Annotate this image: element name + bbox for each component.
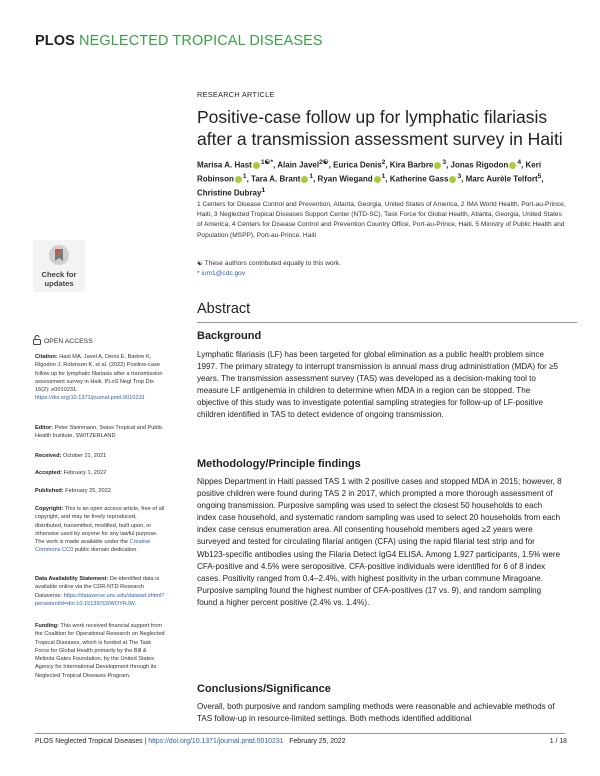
author-name[interactable]: , Alain Javel [273, 160, 320, 170]
background-text: Lymphatic filariasis (LF) has been targeted for global elimination as a public health problem since 1997. The primary strategy to interrupt transmission is annual mass drug administration (MDA) for ≥5 years. The transmission assessment survey (TAS) was developed as a decision-making tool to measure LF antigenemia in children to determine when MDA in a region can be stopped. The objective of this study was to investigate potential sampling strategies for follow-up of LF-positive children identified in TAS to detect evidence of ongoing transmission. [197, 350, 559, 420]
bookmark-icon [48, 244, 70, 266]
abstract-divider [197, 322, 577, 323]
author-name[interactable]: , Ryan Wiegand [313, 174, 373, 184]
open-lock-icon [33, 335, 41, 345]
check-label-1: Check for [41, 270, 77, 279]
author-sup: 5 [537, 173, 542, 181]
author-sup: 1☯* [260, 159, 274, 166]
orcid-icon[interactable] [301, 176, 308, 183]
background-heading: Background [197, 330, 262, 342]
author-sup: 1 [261, 187, 266, 195]
affiliations: 1 Centers for Disease Control and Prevention, Atlanta, Georgia, United States of America, 2 IMA World Health, Port-au-Prince, Haiti, 3 Neglected Tropical Diseases Support Center (NTD-SC), Task Force for Global Health, Atlanta, Georgia, United States of America, 4 Centers for Disease Control and Prevention Country Office, Port-au-Prince, Haiti, 5 Ministry of Public Health and Population (MSPP), Port-au-Prince, Haiti [197, 201, 566, 239]
footer-date: February 25, 2022 [283, 738, 346, 745]
journal-name: NEGLECTED TROPICAL DISEASES [79, 33, 323, 49]
author-sup: 1 [242, 173, 247, 181]
article-title: Positive-case follow up for lymphatic filariasis after a transmission assessment survey in Haiti [197, 107, 563, 149]
author-name[interactable]: , Jonas Rigodon [446, 160, 509, 170]
equal-contribution-note: ☯ These authors contributed equally to this work. [197, 260, 341, 267]
open-access-label: OPEN ACCESS [33, 335, 93, 345]
author-name[interactable]: , Keri Robinson [197, 160, 542, 184]
author-sup: 3 [457, 173, 462, 181]
methods-heading: Methodology/Principle findings [197, 458, 361, 470]
author-sup: 3 [442, 159, 447, 166]
orcid-icon[interactable] [253, 162, 260, 169]
author-sup: 2☯ [319, 159, 329, 166]
funding: Funding: This work received financial support from the Coalition for Operational Research on Neglected Tropical Diseases, which is funded at The Task Force for Global Health primarily by the Bill & Melinda Gates Foundation, by the United States Agency for International Development through its Neglected Tropical Diseases Program. [35, 623, 165, 679]
abstract-heading: Abstract [197, 301, 251, 317]
footer-journal: PLOS Neglected Tropical Diseases | [35, 738, 149, 745]
received-date: Received: October 21, 2021 [35, 453, 107, 459]
check-for-updates-badge[interactable] [33, 240, 85, 292]
page-number: 1 / 18 [549, 738, 567, 745]
author-sup: 4 [517, 159, 522, 166]
author-name[interactable]: , Eurica Denis [328, 160, 382, 170]
footer-doi-link[interactable]: https://doi.org/10.1371/journal.pntd.0010231 [148, 738, 284, 745]
published-date: Published: February 25, 2022 [35, 488, 111, 494]
orcid-icon[interactable] [235, 176, 242, 183]
author-list [197, 157, 577, 199]
author-name[interactable]: , Tara A. Brant [246, 174, 301, 184]
author-notes [197, 259, 567, 279]
author-name[interactable]: Marisa A. Hast [197, 160, 252, 170]
author-sup: 2 [381, 159, 386, 166]
check-label-2: updates [44, 278, 74, 288]
accepted-date: Accepted: February 1, 2022 [35, 470, 107, 476]
orcid-icon[interactable] [374, 176, 381, 183]
orcid-icon[interactable] [509, 162, 516, 169]
footer [35, 738, 346, 745]
email-link[interactable]: ium1@cdc.gov [201, 270, 246, 278]
copyright: Copyright: This is an open access article, free of all copyright, and may be freely reproduced, distributed, transmitted, modified, built upon, or otherwise used by anyone for any lawful purpose. The work is made available under the Creative Commons CC0 public domain dedication. [35, 506, 165, 554]
editor: Editor: Peter Steinmann, Swiss Tropical and Public Health Institute, SWITZERLAND [35, 425, 163, 440]
cc0-link[interactable]: Creative Commons CC0 [35, 539, 151, 554]
article-type: RESEARCH ARTICLE [197, 90, 275, 99]
methods-text: Nippes Department in Haiti passed TAS 1 with 2 positive cases and stopped MDA in 2015; however, 8 positive children were found during TAS 2 in 2017, which prompted a more thorough assessment of ongoing transmission. Purposive sampling was used to select the closest 50 households to each index case household, and systematic random sampling was used to select 20 households from each index case census enumeration area. All consenting household members aged ≥2 years were surveyed and tested for circulating filarial antigen (CFA) using the rapid filarial test strip and for Wb123-specific antibodies using the Filaria Detect IgG4 ELISA. Among 1,927 participants, 1.5% were CFA-positive and 4.5% were seropositive. CFA-positive individuals were identified for 6 of 8 index cases. Positivity ranged from 0.4–2.4%, with highest positivity in the urban commune Miragoane. Purposive sampling found the highest number of CFA-positives (17 vs. 9), and random sampling found a higher percent positive (2.4% vs. 1.4%). [197, 477, 562, 607]
journal-header [35, 33, 323, 49]
conclusions-text: Overall, both purposive and random sampling methods were reasonable and achievable methods of TAS follow-up in resource-limited settings. Both methods identified additional [197, 702, 555, 724]
author-name[interactable]: , Katherine Gass [385, 174, 449, 184]
footer-divider [35, 733, 565, 734]
conclusions-heading: Conclusions/Significance [197, 683, 331, 695]
data-availability: Data Availability Statement: De-identified data is available online via the CDR-NTD Research Dataverse: https://dataverse.unc.edu/dataset.xhtml?persistentId=doi:10.15139/S3/WOYRJW. [35, 576, 165, 607]
orcid-icon[interactable] [434, 162, 441, 169]
citation-doi-link[interactable]: https://doi.org/10.1371/journal.pntd.0010231 [35, 395, 145, 402]
author-name[interactable]: , Kira Barbre [385, 160, 434, 170]
corresponding-email: * ium1@cdc.gov [197, 270, 246, 278]
author-sup: 1 [381, 173, 386, 181]
journal-brand: PLOS [35, 33, 75, 49]
author-name[interactable]: , Christine Dubray [197, 174, 544, 198]
citation: Citation: Hast MA, Javel A, Denis E, Barbre K, Rigodon J, Robinson K, et al. (2022) Positive-case follow up for lymphatic filariasis after a transmission assessment survey in Haiti. PLoS Negl Trop Dis 16(2): e0010231. https://doi.org/10.1371/journal.pntd.0010231 [35, 354, 163, 402]
author-sup: 1 [309, 173, 314, 181]
author-name[interactable]: , Marc Aurèle Telfort [461, 174, 538, 184]
orcid-icon[interactable] [449, 176, 456, 183]
dataverse-link[interactable]: https://dataverse.unc.edu/dataset.xhtml?persistentId=doi:10.15139/S3/WOYRJW [35, 592, 165, 607]
